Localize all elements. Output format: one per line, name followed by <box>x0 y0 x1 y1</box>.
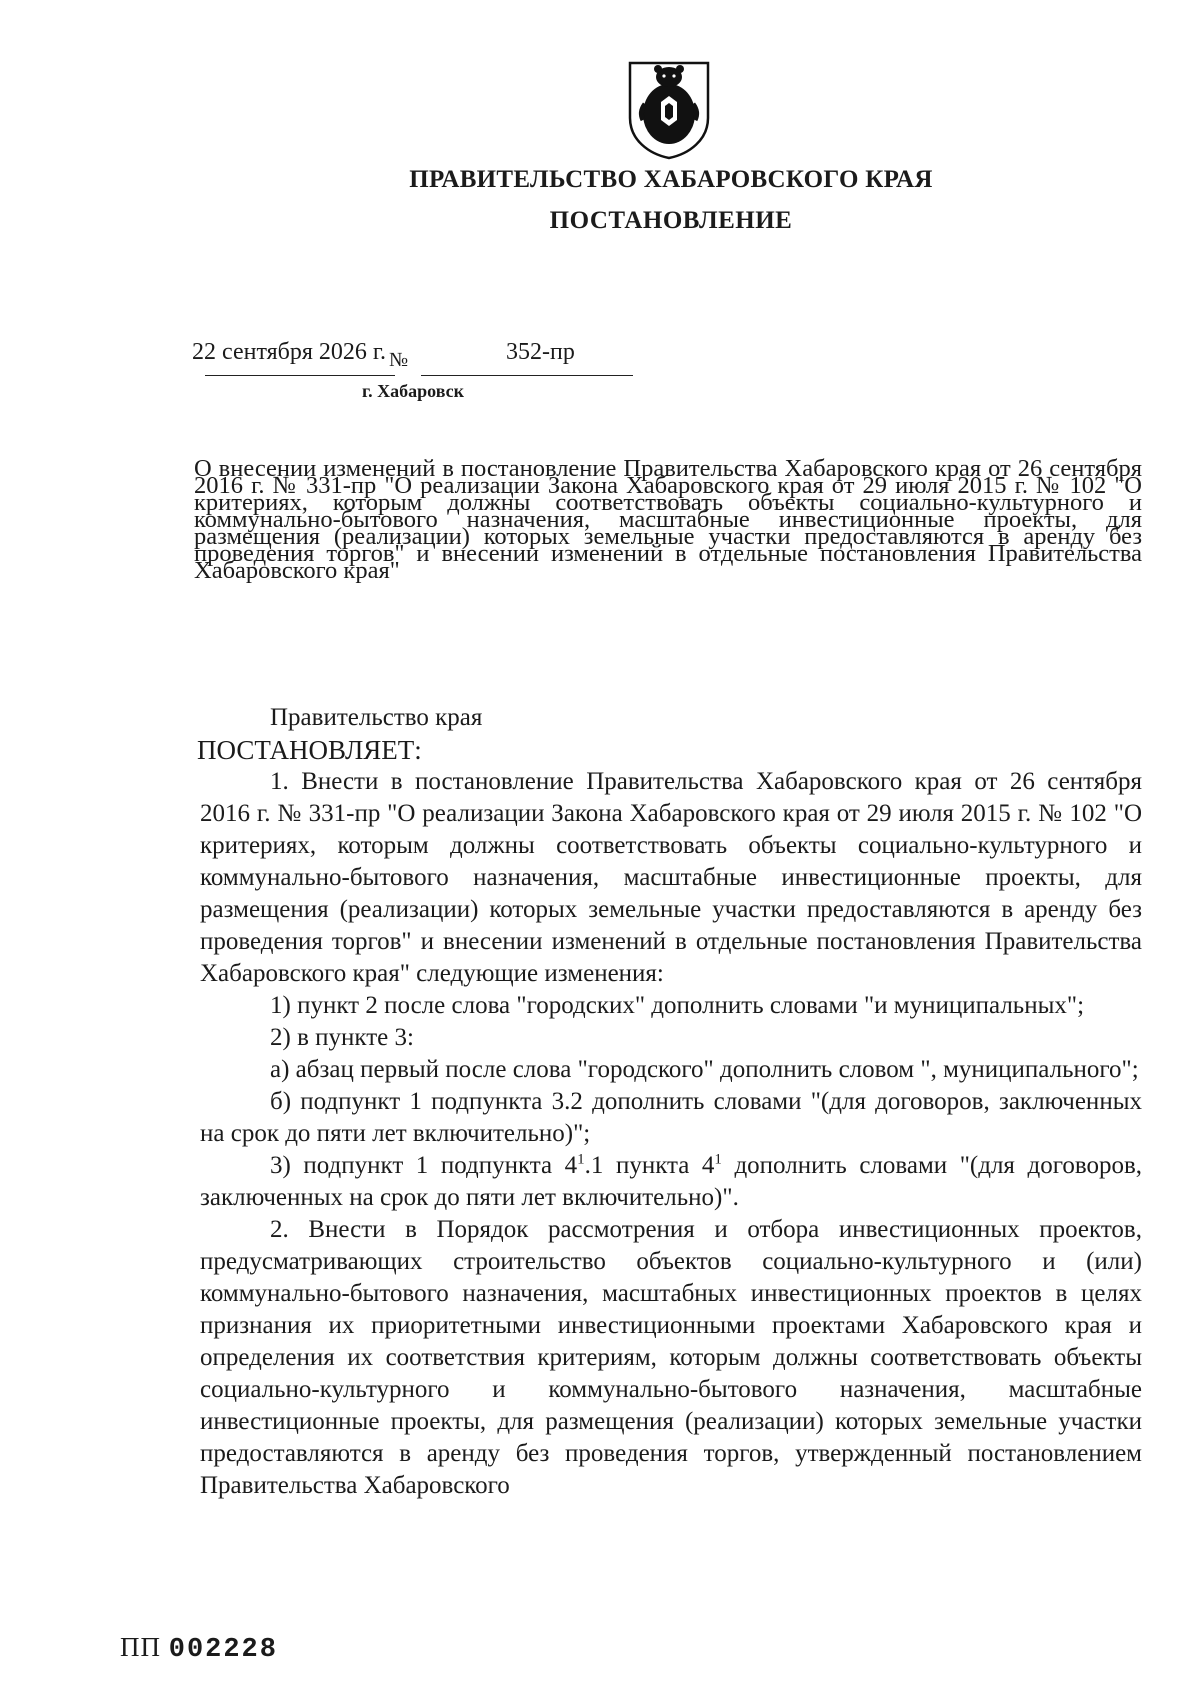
paragraph-item-2: 2. Внести в Порядок рассмотрения и отбора инвестиционных проектов, предусматривающих строительство объектов социально-культурного и (или) коммунально-бытового назначения, масштабных инвестиционных проектов в целях признания их приоритетными инвестиционными проектами Хабаровского края и определения их соответствия критериям, которым должны соответствовать объекты социально-культурного и коммунально-бытового назначения, масштабные инвестиционные проекты, для размещения (реализации) которых земельные участки предоставляются в аренду без проведения торгов, утвержденный постановлением Правительства Хабаровского <box>200 1216 1142 1499</box>
document-body <box>197 702 1143 1502</box>
item-1-3-text-c: дополнить словами "(для договоров, заключенных на срок до пяти лет включительно)". <box>200 1152 1143 1211</box>
footer-serial <box>120 1632 278 1665</box>
paragraph-item-1-2b: б) подпункт 1 подпункта 3.2 дополнить словами "(для договоров, заключенных на срок до пяти лет включительно)"; <box>200 1088 1142 1147</box>
paragraph-item-1-3 <box>200 1150 1142 1214</box>
paragraph-item-1: 1. Внести в постановление Правительства Хабаровского края от 26 сентября 2016 г. № 331-пр "О реализации Закона Хабаровского края от 29 июля 2015 г. № 102 "О критериях, которым должны соответствовать объекты социально-культурного и коммунально-бытового назначения, масштабные инвестиционные проекты, для размещения (реализации) которых земельные участки предоставляются в аренду без проведения торгов" и внесении изменений в отдельные постановления Правительства Хабаровского края" следующие изменения: <box>200 768 1142 987</box>
item-1-3-text-a: 3) подпункт 1 подпункта 4 <box>270 1152 578 1179</box>
number-sign: № <box>389 349 409 371</box>
item-1-3-superscript-b: 1 <box>714 1151 722 1168</box>
coat-of-arms-icon <box>627 60 711 160</box>
item-1-3-text-b: .1 пункта 4 <box>584 1152 715 1179</box>
footer-serial-number: 002228 <box>168 1635 278 1665</box>
document-number: 352-пр <box>506 339 575 365</box>
paragraph-item-1-2a: а) абзац первый после слова "городского" дополнить словом ", муниципального"; <box>270 1056 1139 1083</box>
item-1-3-superscript-a: 1 <box>577 1151 585 1168</box>
footer-prefix: ПП <box>120 1632 161 1662</box>
number-underline <box>421 375 633 376</box>
document-type-title: ПОСТАНОВЛЕНИЕ <box>549 207 793 234</box>
document-city: г. Хабаровск <box>362 381 465 401</box>
document-date: 22 сентября 2026 г. <box>192 339 387 365</box>
date-underline <box>205 375 395 376</box>
paragraph-item-1-2: 2) в пункте 3: <box>270 1024 414 1051</box>
paragraph-item-1-1: 1) пункт 2 после слова "городских" дополнить словами "и муниципальных"; <box>270 992 1085 1019</box>
intro-line: Правительство края <box>270 704 483 731</box>
document-subject: О внесении изменений в постановление Правительства Хабаровского края от 26 сентября 2016 г. № 331-пр "О реализации Закона Хабаровского края от 29 июля 2015 г. № 102 "О критериях, которым должны соответствовать объекты социально-культурного и коммунально-бытового назначения, масштабные инвестиционные проекты, для размещения (реализации) которых земельные участки предоставляются в аренду без проведения торгов" и внесении изменений в отдельные постановления Правительства Хабаровского края" <box>194 455 1142 584</box>
decree-heading: ПОСТАНОВЛЯЕТ: <box>197 735 422 765</box>
government-title: ПРАВИТЕЛЬСТВО ХАБАРОВСКОГО КРАЯ <box>409 166 933 193</box>
